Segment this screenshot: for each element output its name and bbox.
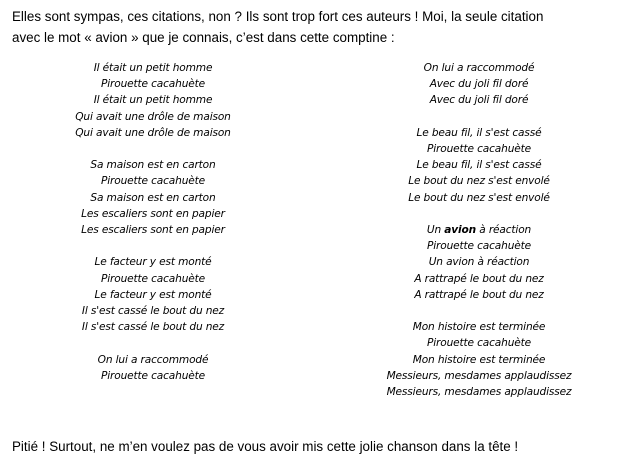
- stanza-left-4: [30, 352, 276, 384]
- poem-line: Pirouette cacahuète: [427, 240, 531, 253]
- poem-line: Avec du joli fil doré: [429, 78, 529, 91]
- poem-line: Qui avait une drôle de maison: [75, 110, 231, 123]
- poem-line: Le bout du nez s'est envolé: [408, 175, 550, 188]
- highlighted-word: avion: [444, 224, 477, 236]
- stanza-left-3: [30, 254, 276, 335]
- poem-column-left: [30, 60, 276, 400]
- poem-line: On lui a raccommodé: [97, 353, 209, 366]
- poem-line: Sa maison est en carton: [90, 191, 216, 204]
- stanza-left-1: [30, 60, 276, 141]
- poem-line: Pirouette cacahuète: [427, 143, 531, 155]
- poem-line: Il s'est cassé le bout du nez: [81, 321, 225, 334]
- stanza-right-1: [356, 60, 602, 109]
- poem-line: Il était un petit homme: [93, 94, 213, 107]
- poem-line: Les escaliers sont en papier: [81, 224, 225, 237]
- poem-line: Mon histoire est terminée: [412, 353, 546, 366]
- poem-line: Messieurs, mesdames applaudissez: [386, 369, 572, 382]
- poem-line: Pirouette cacahuète: [101, 78, 205, 91]
- poem-line: Pirouette cacahuète: [101, 272, 205, 285]
- poem-line: On lui a raccommodé: [423, 62, 535, 74]
- poem-line: Qui avait une drôle de maison: [75, 126, 231, 139]
- intro-line-1: Elles sont sympas, ces citations, non ? Ils sont trop fort ces auteurs ! Moi, la seule citation: [12, 9, 544, 24]
- poem-line: Messieurs, mesdames applaudissez: [386, 386, 572, 399]
- poem-line: Un avion à réaction: [428, 256, 530, 269]
- stanza-right-2: [356, 125, 602, 206]
- intro-line-2: avec le mot « avion » que je connais, c’est dans cette comptine :: [12, 30, 395, 45]
- poem-line: Pirouette cacahuète: [101, 175, 205, 188]
- poem-line: Il était un petit homme: [93, 62, 213, 74]
- stanza-left-2: [30, 157, 276, 238]
- poem-line: A rattrapé le bout du nez: [414, 288, 544, 301]
- stanza-right-3: [356, 222, 602, 303]
- poem-line: Pirouette cacahuète: [101, 369, 205, 382]
- poem-line: Le facteur y est monté: [94, 288, 212, 301]
- poem-line: Le bout du nez s'est envolé: [408, 191, 550, 204]
- intro-paragraph: [12, 6, 618, 48]
- poem-line: Les escaliers sont en papier: [81, 207, 225, 220]
- poem-line: Il s'est cassé le bout du nez: [81, 305, 225, 318]
- stanza-right-4: [356, 319, 602, 400]
- poem-line: Avec du joli fil doré: [429, 94, 529, 107]
- poem-line: Le beau fil, il s'est cassé: [416, 159, 542, 172]
- poem-line: Le facteur y est monté: [94, 256, 212, 269]
- outro-paragraph: Pitié ! Surtout, ne m’en voulez pas de vous avoir mis cette jolie chanson dans la tête !: [12, 439, 519, 454]
- poem-line: Sa maison est en carton: [90, 159, 216, 172]
- poem-column-right: [356, 60, 602, 416]
- poem-line: Le beau fil, il s'est cassé: [416, 126, 542, 139]
- poem-line: Un avion à réaction: [426, 224, 532, 236]
- poem-line: Pirouette cacahuète: [427, 337, 531, 350]
- poem-line: A rattrapé le bout du nez: [414, 272, 544, 285]
- poem-line: Mon histoire est terminée: [412, 321, 546, 334]
